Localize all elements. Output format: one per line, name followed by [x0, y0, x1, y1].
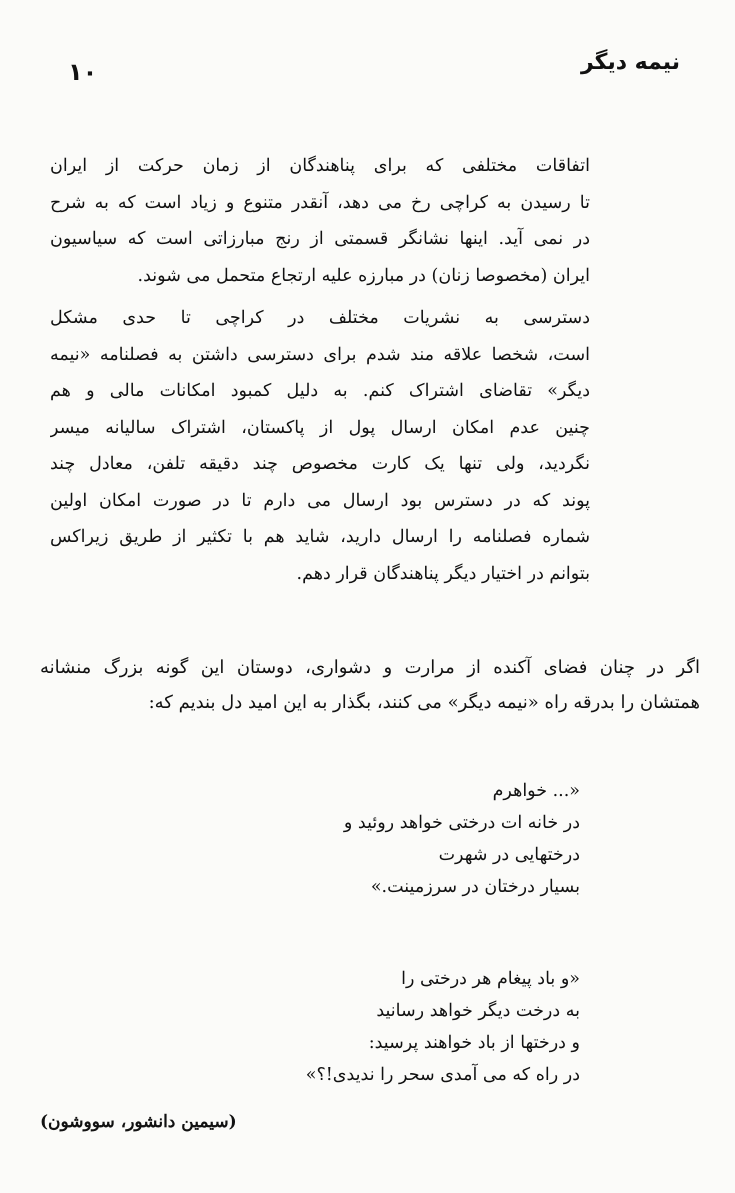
- poem-verse: در راه که می آمدی سحر را ندیدی!؟»: [305, 1065, 580, 1085]
- poem-stanza-2: [240, 963, 580, 1091]
- poem-verse: درختهایی در شهرت: [438, 845, 580, 865]
- poem-verse: در خانه ات درختی خواهد روئید و: [343, 813, 580, 833]
- poem-stanza-1: [240, 775, 580, 903]
- text-line: تا رسیدن به کراچی رخ می دهد، آنقدر متنوع و زیاد است که به شرح: [50, 192, 590, 213]
- text-line: همتشان را بدرقه راه «نیمه دیگر» می کنند، بگذار به این امید دل بندیم که:: [148, 692, 700, 713]
- text-line: ایران (مخصوصا زنان) در مبارزه علیه ارتجاع متحمل می شوند.: [137, 265, 590, 286]
- paragraph-3: [40, 650, 700, 720]
- quote-attribution: (سیمین دانشور، سووشون): [40, 1112, 237, 1132]
- poem-verse: به درخت دیگر خواهد رسانید: [376, 1001, 580, 1021]
- text-line: دسترسی به نشریات مختلف در کراچی تا حدی مشکل: [50, 308, 590, 328]
- text-line: اگر در چنان فضای آکنده از مرارت و دشواری، دوستان این گونه بزرگ منشانه: [40, 657, 700, 678]
- text-line: نگردید، ولی تنها یک کارت مخصوص چند دقیقه تلفن، معادل چند: [50, 454, 590, 474]
- text-line: شماره فصلنامه را ارسال دارید، شاید هم با تکثیر از طریق زیراکس: [50, 527, 590, 547]
- text-line: است، شخصا علاقه مند شدم برای دسترسی داشتن به فصلنامه «نیمه: [50, 344, 590, 365]
- poem-verse: «... خواهرم: [492, 781, 580, 801]
- text-line: اتفاقات مختلفی که برای پناهندگان از زمان حرکت از ایران: [50, 156, 590, 176]
- poem-verse: «و باد پیغام هر درختی را: [401, 969, 580, 989]
- poem-verse: بسیار درختان در سرزمینت.»: [370, 877, 580, 897]
- text-line: چنین عدم امکان ارسال پول از پاکستان، اشتراک سالیانه میسر: [50, 417, 590, 438]
- poem-verse: و درختها از باد خواهند پرسید:: [368, 1033, 580, 1053]
- text-line: در نمی آید. اینها نشانگر قسمتی از رنج مبارزاتی است که سیاسیون: [50, 229, 590, 249]
- text-line: دیگر» تقاضای اشتراک کنم. به دلیل کمبود امکانات مالی و هم: [50, 381, 590, 401]
- running-title: نیمه دیگر: [580, 50, 680, 75]
- page-number: ۱۰: [68, 58, 98, 86]
- page-header: [40, 50, 680, 90]
- paragraph-1: [50, 148, 590, 294]
- text-line: پوند که در دسترس بود ارسال می دارم تا در صورت امکان اولین: [50, 490, 590, 511]
- paragraph-2: [50, 300, 590, 592]
- text-line: بتوانم در اختیار دیگر پناهندگان قرار دهم.: [296, 563, 590, 584]
